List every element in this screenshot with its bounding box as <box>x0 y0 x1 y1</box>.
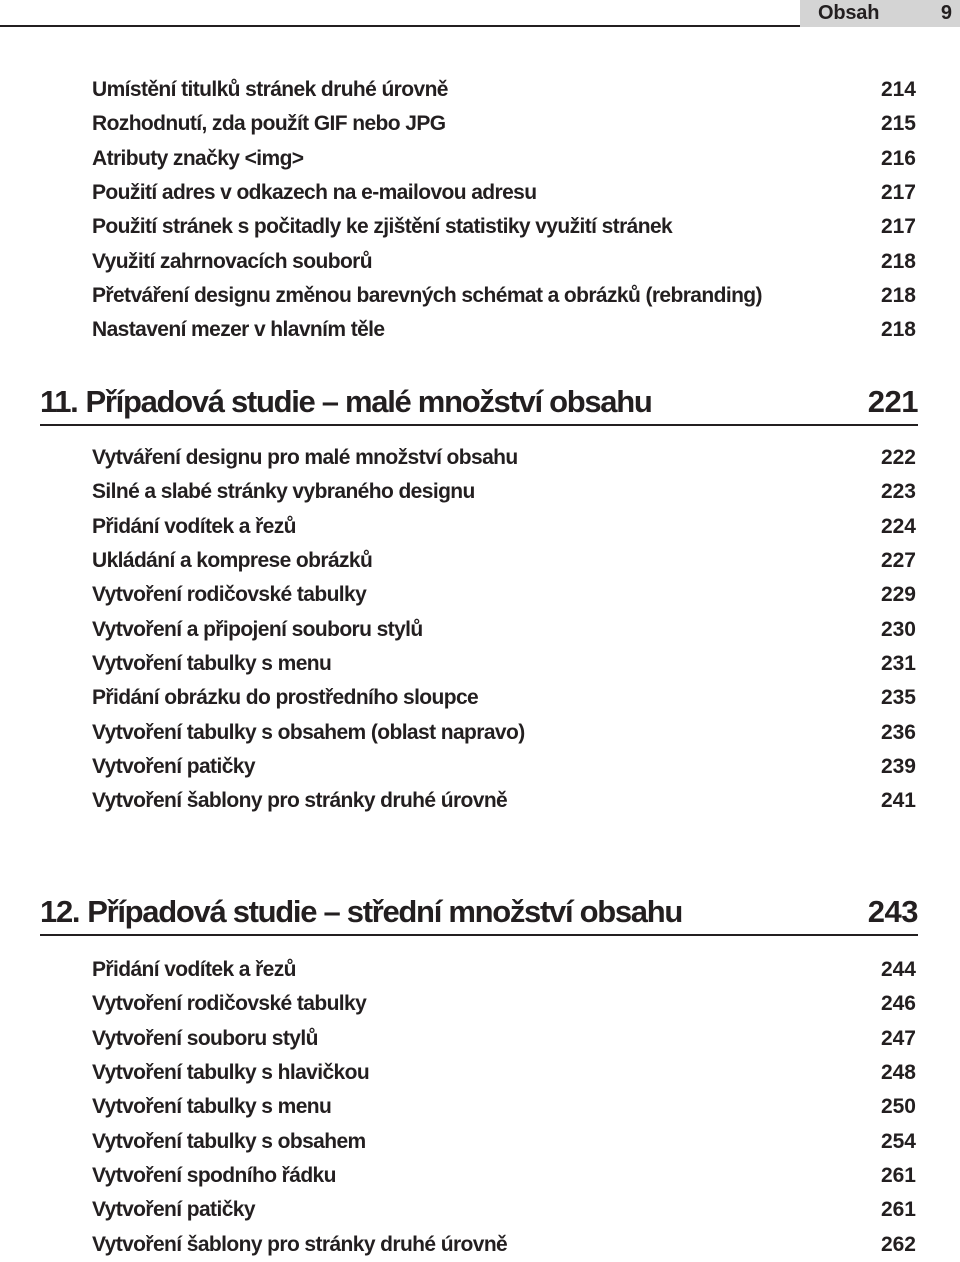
toc-entry <box>92 210 916 244</box>
toc-entry <box>92 176 916 210</box>
toc-entry-page: 229 <box>880 583 916 607</box>
toc-entry-page: 217 <box>880 181 916 205</box>
toc-entry-page: 261 <box>880 1198 916 1222</box>
toc-entry-page: 216 <box>880 146 916 170</box>
toc-entry-page: 218 <box>880 318 916 342</box>
toc-list-chapter-12 <box>92 953 916 1262</box>
toc-entry <box>92 647 916 681</box>
toc-entry-title: Atributy značky <img> <box>92 146 304 170</box>
toc-entry <box>92 1124 916 1158</box>
toc-entry-title: Vytvoření patičky <box>92 1198 255 1222</box>
toc-entry-title: Vytvoření a připojení souboru stylů <box>92 617 423 641</box>
toc-entry <box>92 475 916 509</box>
toc-entry-page: 254 <box>880 1129 916 1153</box>
toc-entry-page: 222 <box>880 446 916 470</box>
toc-entry <box>92 73 916 107</box>
toc-entry-page: 227 <box>880 549 916 573</box>
toc-entry <box>92 107 916 141</box>
toc-entry-page: 215 <box>880 112 916 136</box>
chapter-12-heading <box>40 890 918 936</box>
chapter-page: 243 <box>867 894 918 929</box>
toc-entry-page: 217 <box>880 215 916 239</box>
toc-entry <box>92 612 916 646</box>
toc-entry-title: Přidání vodítek a řezů <box>92 514 296 538</box>
toc-entry-page: 250 <box>880 1095 916 1119</box>
toc-entry-page: 247 <box>880 1026 916 1050</box>
toc-entry-page: 235 <box>880 686 916 710</box>
toc-entry <box>92 1022 916 1056</box>
toc-entry-title: Využití zahrnovacích souborů <box>92 249 372 273</box>
toc-entry-page: 244 <box>880 958 916 982</box>
toc-entry-page: 261 <box>880 1163 916 1187</box>
toc-entry-title: Vytvoření šablony pro stránky druhé úrovně <box>92 1232 508 1256</box>
toc-entry <box>92 715 916 749</box>
toc-entry <box>92 1090 916 1124</box>
toc-entry-title: Umístění titulků stránek druhé úrovně <box>92 78 448 102</box>
toc-entry-title: Vytvoření tabulky s hlavičkou <box>92 1061 370 1085</box>
toc-entry-page: 224 <box>880 514 916 538</box>
toc-entry-title: Vytvoření rodičovské tabulky <box>92 583 367 607</box>
toc-entry-title: Přidání obrázku do prostředního sloupce <box>92 686 479 710</box>
toc-entry-title: Silné a slabé stránky vybraného designu <box>92 480 475 504</box>
toc-entry <box>92 441 916 475</box>
toc-list-continued <box>92 73 916 347</box>
toc-entry <box>92 1056 916 1090</box>
toc-entry-title: Použití stránek s počitadly ke zjištění statistiky využití stránek <box>92 215 673 239</box>
toc-entry <box>92 987 916 1021</box>
chapter-number: 12. <box>40 894 80 929</box>
toc-entry <box>92 313 916 347</box>
toc-entry <box>92 953 916 987</box>
toc-list-chapter-11 <box>92 441 916 818</box>
header-rule <box>0 25 800 27</box>
toc-entry <box>92 578 916 612</box>
toc-entry-title: Vytvoření tabulky s menu <box>92 651 332 675</box>
toc-entry <box>92 142 916 176</box>
chapter-title-group <box>40 894 682 930</box>
toc-entry <box>92 244 916 278</box>
toc-entry-page: 246 <box>880 992 916 1016</box>
page-header <box>0 0 960 26</box>
running-title: Obsah <box>818 2 880 24</box>
toc-entry <box>92 681 916 715</box>
toc-entry-title: Ukládání a komprese obrázků <box>92 549 373 573</box>
toc-entry-title: Vytváření designu pro malé množství obsahu <box>92 446 518 470</box>
chapter-number: 11. <box>40 384 78 419</box>
toc-entry-title: Vytvoření tabulky s obsahem (oblast napravo) <box>92 720 525 744</box>
chapter-page: 221 <box>867 384 918 419</box>
toc-entry <box>92 750 916 784</box>
toc-entry-title: Rozhodnutí, zda použít GIF nebo JPG <box>92 112 446 136</box>
toc-entry-page: 218 <box>880 283 916 307</box>
header-tab <box>800 0 960 27</box>
toc-entry <box>92 1159 916 1193</box>
toc-entry-title: Vytvoření šablony pro stránky druhé úrovně <box>92 789 508 813</box>
page-number: 9 <box>940 2 952 24</box>
toc-entry-page: 214 <box>880 78 916 102</box>
toc-entry-title: Vytvoření rodičovské tabulky <box>92 992 367 1016</box>
chapter-11-heading <box>40 380 918 426</box>
toc-entry-title: Přidání vodítek a řezů <box>92 958 296 982</box>
toc-entry-page: 231 <box>880 651 916 675</box>
toc-entry-title: Vytvoření patičky <box>92 754 255 778</box>
toc-entry-title: Nastavení mezer v hlavním těle <box>92 318 385 342</box>
toc-entry-page: 241 <box>880 789 916 813</box>
toc-entry-page: 230 <box>880 617 916 641</box>
chapter-title: Případová studie – malé množství obsahu <box>85 384 652 419</box>
toc-entry <box>92 279 916 313</box>
toc-entry <box>92 544 916 578</box>
toc-entry-title: Vytvoření souboru stylů <box>92 1026 318 1050</box>
chapter-title: Případová studie – střední množství obsahu <box>87 894 683 929</box>
toc-entry-page: 262 <box>880 1232 916 1256</box>
toc-entry-title: Přetváření designu změnou barevných schémat a obrázků (rebranding) <box>92 283 762 307</box>
toc-entry-title: Vytvoření tabulky s menu <box>92 1095 332 1119</box>
toc-entry-page: 223 <box>880 480 916 504</box>
toc-entry-title: Vytvoření spodního řádku <box>92 1163 336 1187</box>
chapter-title-group <box>40 384 652 420</box>
toc-entry-page: 239 <box>880 754 916 778</box>
toc-entry-title: Vytvoření tabulky s obsahem <box>92 1129 366 1153</box>
toc-entry-page: 218 <box>880 249 916 273</box>
toc-entry <box>92 1193 916 1227</box>
toc-entry <box>92 1227 916 1261</box>
toc-entry-page: 248 <box>880 1061 916 1085</box>
toc-entry <box>92 510 916 544</box>
toc-entry-page: 236 <box>880 720 916 744</box>
toc-entry <box>92 784 916 818</box>
toc-entry-title: Použití adres v odkazech na e-mailovou adresu <box>92 181 537 205</box>
